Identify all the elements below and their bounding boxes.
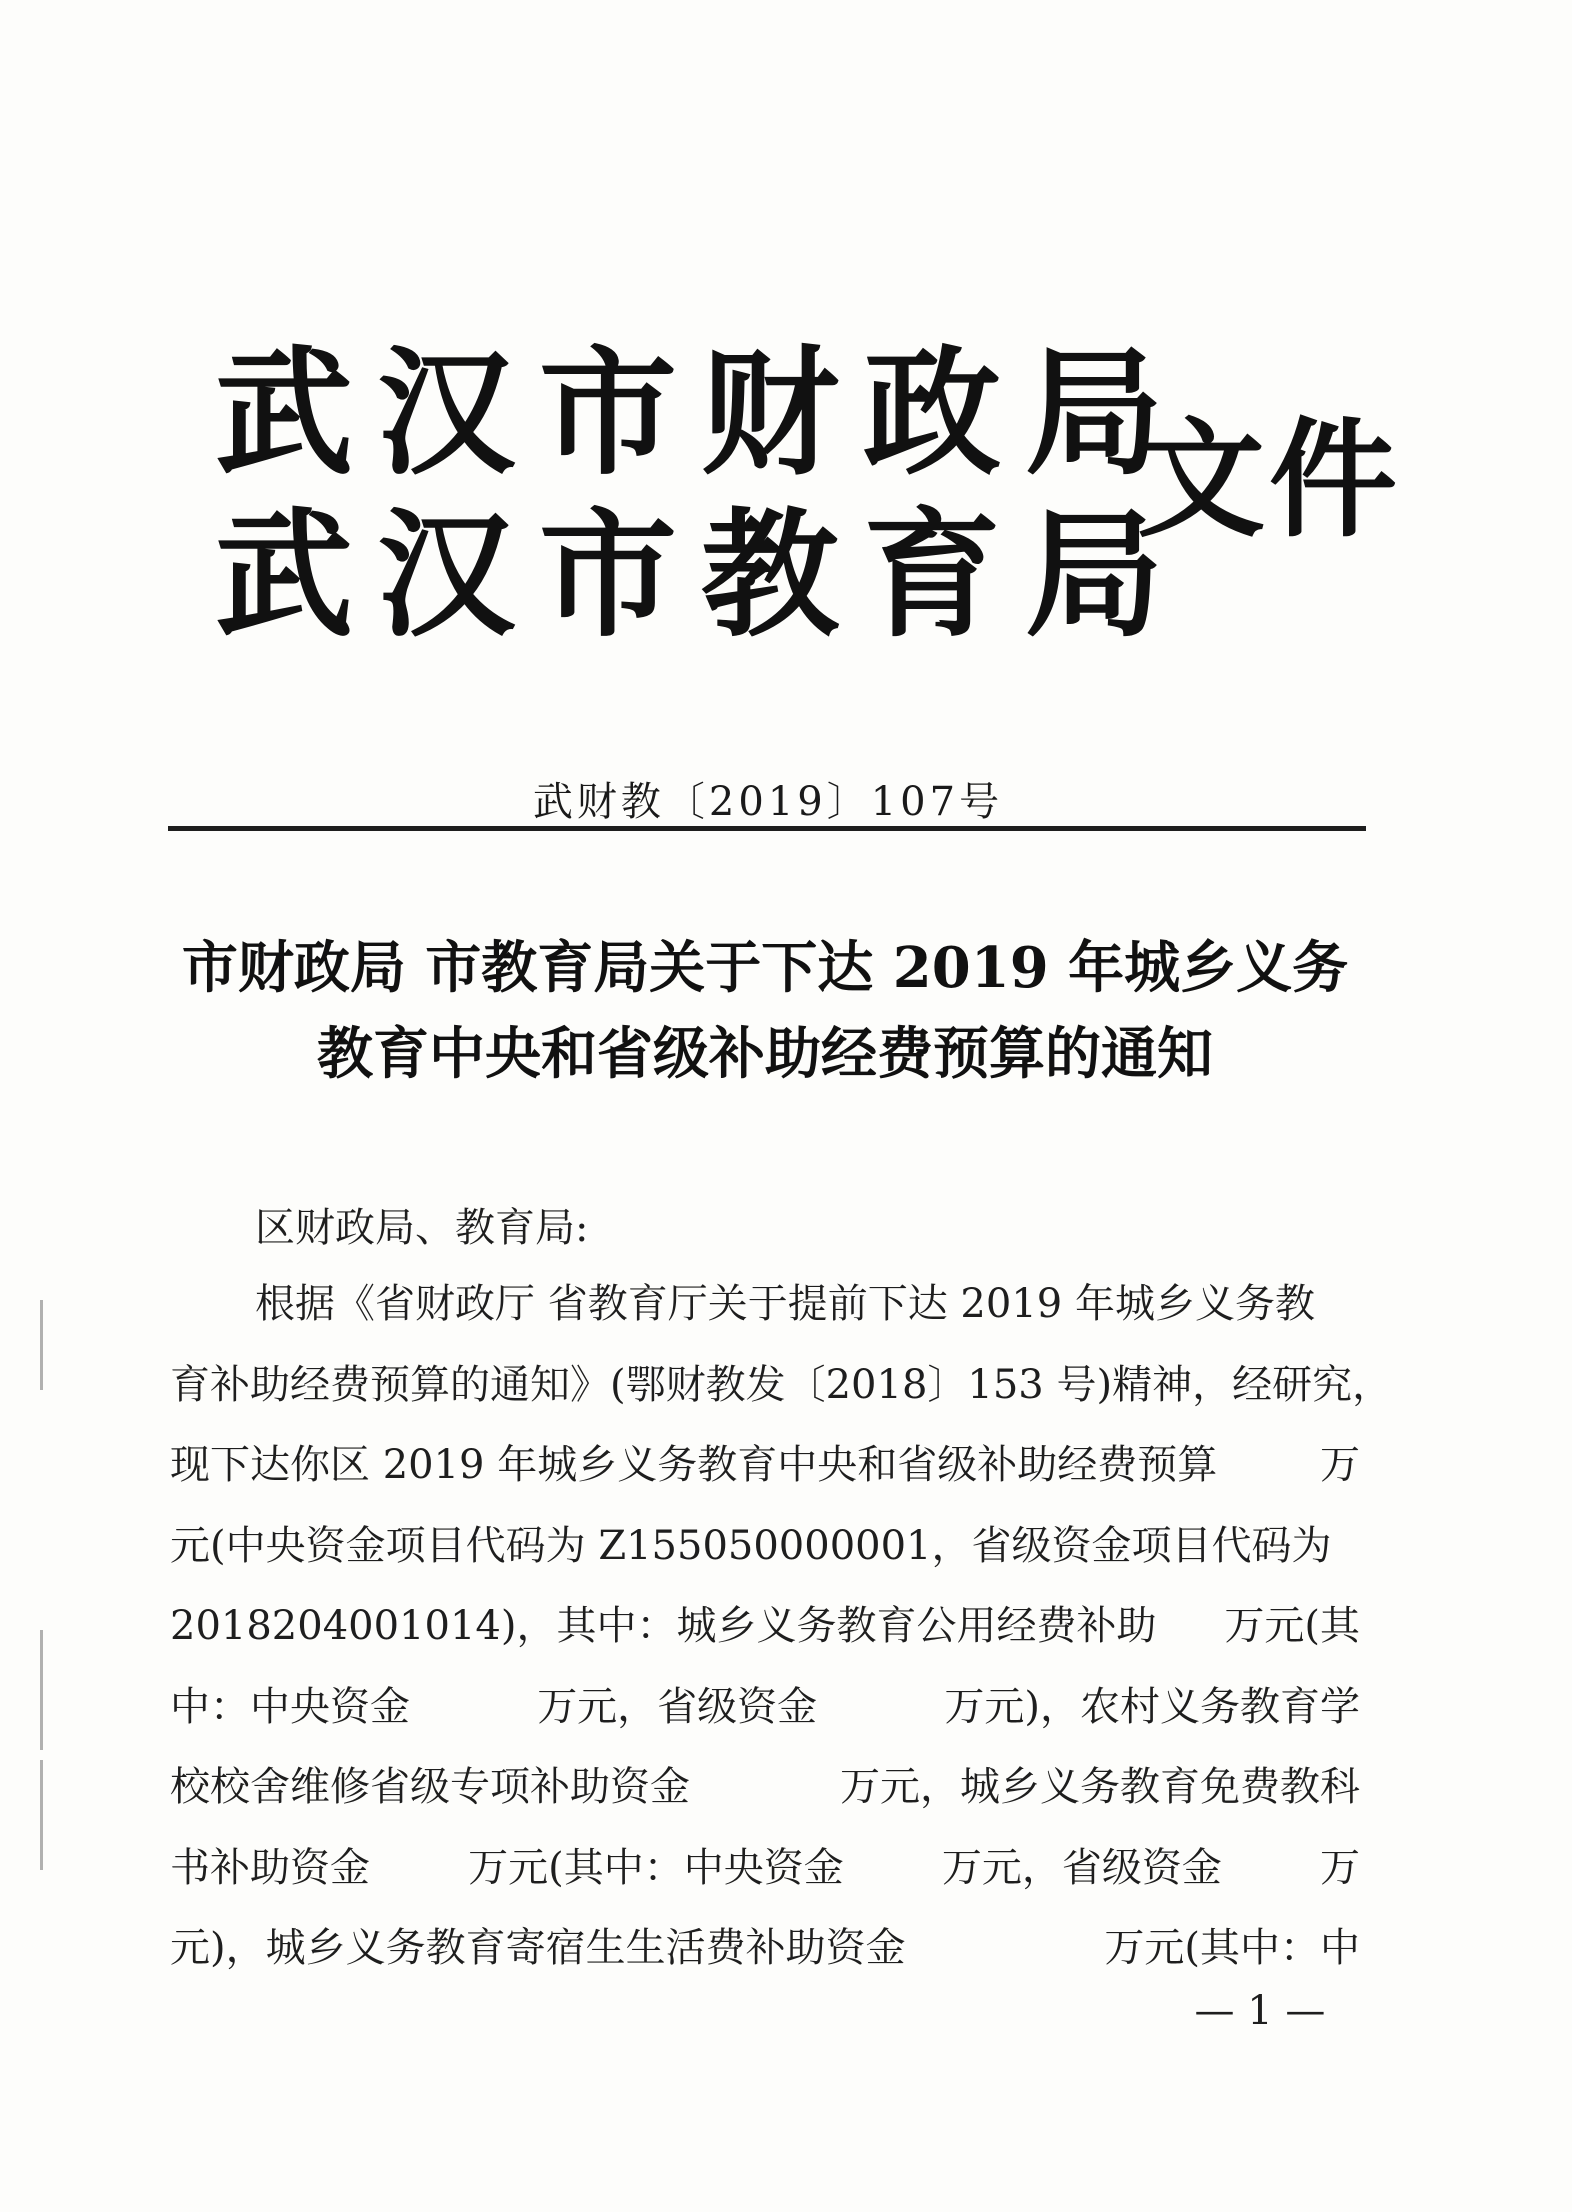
salutation: 区财政局、教育局: <box>255 1205 589 1251</box>
scan-edge-mark <box>40 1300 43 1390</box>
body-line <box>170 1601 1360 1651</box>
body-line <box>255 1279 1360 1329</box>
body-text-segment: 万元，省级资金 <box>537 1683 818 1730</box>
body-text-segment: 万元，省级资金 <box>941 1844 1222 1891</box>
body-line <box>170 1762 1360 1812</box>
body-text-segment: 现下达你区 2019 年城乡义务教育中央和省级补助经费预算 <box>170 1442 1218 1488</box>
body-text-segment: 中：中央资金 <box>170 1683 410 1730</box>
header-divider <box>168 826 1366 831</box>
body-text-segment: 万元(其 <box>1224 1603 1360 1649</box>
document-title-line-2: 教育中央和省级补助经费预算的通知 <box>317 1021 1213 1087</box>
agency-name-finance: 武汉市财政局 <box>215 333 1188 494</box>
body-text-segment: 育补助经费预算的通知》(鄂财教发〔2018〕153 号)精神，经研究， <box>170 1361 1393 1408</box>
document-title-line-1: 市财政局 市教育局关于下达 2019 年城乡义务 <box>181 935 1349 1001</box>
body-text-segment: 万 <box>1319 1844 1360 1891</box>
body-text-segment: 元(中央资金项目代码为 Z155050000001，省级资金项目代码为 <box>170 1522 1332 1569</box>
scan-edge-mark <box>40 1760 43 1870</box>
body-text-segment: 万元，城乡义务教育免费教科 <box>840 1764 1360 1810</box>
body-text-segment: 2018204001014)，其中：城乡义务教育公用经费补助 <box>170 1603 1157 1649</box>
body-line <box>170 1360 1393 1410</box>
body-text-segment: 万元)，农村义务教育学 <box>944 1683 1360 1730</box>
scan-edge-mark <box>40 1630 43 1750</box>
body-text-segment: 校校舍维修省级专项补助资金 <box>170 1764 690 1810</box>
body-text-segment: 根据《省财政厅 省教育厅关于提前下达 2019 年城乡义务教 <box>255 1281 1315 1327</box>
body-text-segment: 万 <box>1320 1442 1360 1488</box>
document-type-label: 文件 <box>1137 406 1402 555</box>
document-number: 武财教〔2019〕107号 <box>532 779 1004 825</box>
masthead <box>215 333 1402 656</box>
body-text-segment: 万元(其中：中 <box>1104 1925 1360 1971</box>
page-number: — 1 — <box>1194 1988 1326 2034</box>
body-text-segment: 书补助资金 <box>170 1844 370 1891</box>
body-line <box>170 1923 1360 1973</box>
body-line <box>170 1521 1360 1571</box>
body-line <box>170 1682 1360 1732</box>
body-text-segment: 万元(其中：中央资金 <box>468 1844 844 1891</box>
body-line <box>170 1440 1360 1490</box>
agency-name-education: 武汉市教育局 <box>215 495 1188 656</box>
body-line <box>170 1843 1360 1893</box>
body-text-segment: 元)，城乡义务教育寄宿生生活费补助资金 <box>170 1925 906 1971</box>
